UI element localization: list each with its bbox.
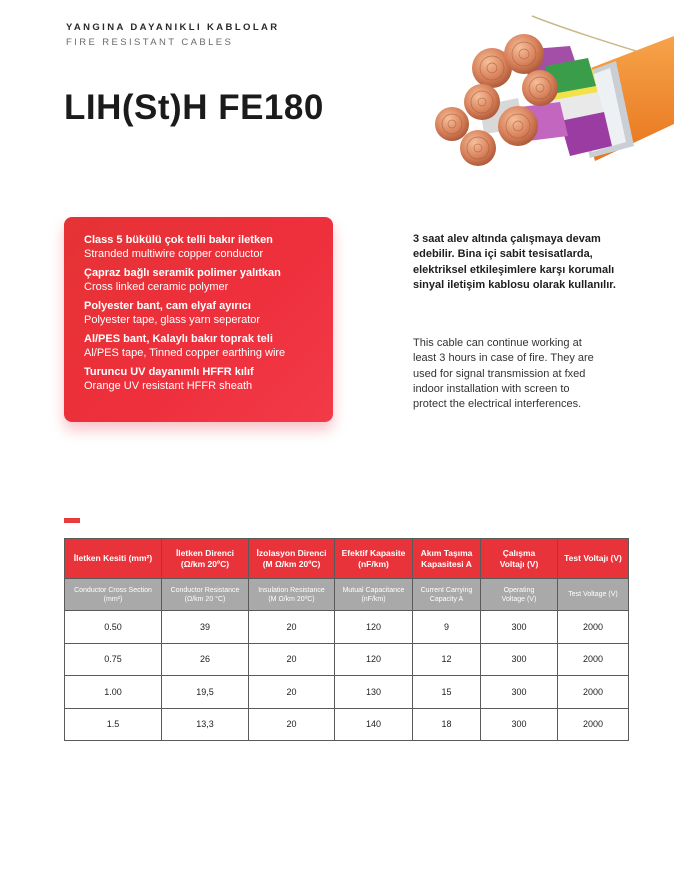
kicker-turkish: YANGINA DAYANIKLI KABLOLAR <box>66 22 280 33</box>
table-cell: 300 <box>481 708 558 741</box>
table-cell: 120 <box>335 643 413 676</box>
description-line: sinyal iletişim kablosu olarak kullanılır. <box>413 278 616 291</box>
construction-item-english: Cross linked ceramic polymer <box>84 281 229 293</box>
description-line: indoor installation with screen to <box>413 382 570 395</box>
header-unit: Kapasitesi A <box>421 558 472 569</box>
header-text: İletken Kesiti (mm²) <box>73 553 153 563</box>
header-unit: Capacity A <box>429 595 464 603</box>
header-cell <box>558 579 629 611</box>
table-cell: 300 <box>481 611 558 644</box>
header-text: Conductor Resistance <box>170 586 240 594</box>
table-cell: 39 <box>162 611 249 644</box>
kicker-english: FIRE RESISTANT CABLES <box>66 37 234 48</box>
table-row <box>65 643 629 676</box>
header-cell <box>65 579 162 611</box>
table-cell: 2000 <box>558 643 629 676</box>
header-cell <box>249 539 335 579</box>
construction-item <box>84 300 323 328</box>
table-row <box>65 611 629 644</box>
table-cell: 0.75 <box>65 643 162 676</box>
construction-item <box>84 333 323 361</box>
table-cell: 2000 <box>558 708 629 741</box>
page-title: LIH(St)H FE180 <box>64 88 324 127</box>
description-line: protect the electrical interferences. <box>413 398 582 411</box>
header-text: Efektif Kapasite <box>341 547 406 558</box>
header-unit: Voltajı (V) <box>499 558 539 569</box>
header-text: Operating <box>503 586 535 594</box>
table-cell: 140 <box>335 708 413 741</box>
table-cell: 12 <box>413 643 481 676</box>
header-cell <box>162 539 249 579</box>
table-cell: 300 <box>481 643 558 676</box>
header-cell <box>413 579 481 611</box>
description-line: used for signal transmission at fxed <box>413 367 586 380</box>
table-cell: 20 <box>249 611 335 644</box>
table-cell: 18 <box>413 708 481 741</box>
table-cell: 2000 <box>558 611 629 644</box>
construction-item-english: Al/PES tape, Tinned copper earthing wire <box>84 347 286 359</box>
table-cell: 20 <box>249 643 335 676</box>
header-cell <box>481 539 558 579</box>
construction-item-english: Stranded multiwire copper conductor <box>84 248 264 260</box>
cable-cross-section-illustration <box>420 6 674 176</box>
header-cell <box>335 539 413 579</box>
spec-table <box>64 538 629 741</box>
header-cell <box>249 579 335 611</box>
header-unit: (Ω/km 20 °C) <box>184 595 226 603</box>
table-cell: 15 <box>413 676 481 709</box>
description-english <box>413 336 623 412</box>
header-text: Insulation Resistance <box>258 586 325 594</box>
header-unit: (M Ω/km 20ºC) <box>268 595 315 603</box>
header-text: Conductor Cross Section <box>74 586 152 594</box>
header-unit: Voltage (V) <box>501 595 537 603</box>
table-cell: 120 <box>335 611 413 644</box>
construction-item-english: Polyester tape, glass yarn seperator <box>84 314 261 326</box>
header-text: İletken Direnci <box>175 547 235 558</box>
table-cell: 130 <box>335 676 413 709</box>
table-row <box>65 708 629 741</box>
header-cell <box>413 539 481 579</box>
header-text: Mutual Capacitance <box>342 586 405 594</box>
header-cell <box>481 579 558 611</box>
section-accent-bar <box>64 518 80 523</box>
header-text: İzolasyon Direnci <box>256 547 327 558</box>
table-cell: 13,3 <box>162 708 249 741</box>
description-line: least 3 hours in case of fire. They are <box>413 352 594 365</box>
table-cell: 20 <box>249 676 335 709</box>
header-text: Test Voltajı (V) <box>564 553 622 563</box>
header-unit: (nF/km) <box>361 595 386 603</box>
description-line: 3 saat alev altında çalışmaya devam <box>413 233 601 245</box>
table-header-english <box>65 579 629 611</box>
construction-item-turkish: Polyester bant, cam elyaf ayırıcı <box>84 300 251 312</box>
kicker <box>66 22 280 48</box>
header-text: Test Voltage (V) <box>568 591 618 598</box>
header-text: Current Carrying <box>420 586 473 594</box>
construction-item-turkish: Turuncu UV dayanımlı HFFR kılıf <box>84 366 254 378</box>
description-turkish <box>413 232 638 293</box>
construction-item-turkish: Al/PES bant, Kalaylı bakır toprak teli <box>84 333 273 345</box>
construction-item-english: Orange UV resistant HFFR sheath <box>84 380 253 392</box>
construction-item <box>84 267 323 295</box>
table-header-turkish <box>65 539 629 579</box>
table-cell: 26 <box>162 643 249 676</box>
table-cell: 300 <box>481 676 558 709</box>
construction-item-turkish: Class 5 bükülü çok telli bakır iletken <box>84 234 273 246</box>
table-row <box>65 676 629 709</box>
table-cell: 1.5 <box>65 708 162 741</box>
description-line: edebilir. Bina içi sabit tesisatlarda, <box>413 248 593 261</box>
description-line: elektriksel etkileşimlere karşı korumalı <box>413 263 615 276</box>
table-cell: 9 <box>413 611 481 644</box>
construction-item-turkish: Çapraz bağlı seramik polimer yalıtkan <box>84 267 281 279</box>
table-cell: 1.00 <box>65 676 162 709</box>
header-unit: (M Ω/km 20ºC) <box>262 558 321 569</box>
table-cell: 0.50 <box>65 611 162 644</box>
table-cell: 20 <box>249 708 335 741</box>
header-cell <box>558 539 629 579</box>
header-cell <box>65 539 162 579</box>
header-cell <box>335 579 413 611</box>
table-cell: 2000 <box>558 676 629 709</box>
construction-item <box>84 366 323 394</box>
header-text: Akım Taşıma <box>420 547 473 558</box>
header-cell <box>162 579 249 611</box>
table-cell: 19,5 <box>162 676 249 709</box>
construction-item <box>84 234 323 262</box>
description-line: This cable can continue working at <box>413 337 582 349</box>
header-unit: (Ω/km 20ºC) <box>180 558 230 569</box>
header-unit: (nF/km) <box>358 558 389 569</box>
header-text: Çalışma <box>502 547 536 558</box>
header-unit: (mm²) <box>103 595 123 603</box>
construction-panel <box>64 217 333 422</box>
